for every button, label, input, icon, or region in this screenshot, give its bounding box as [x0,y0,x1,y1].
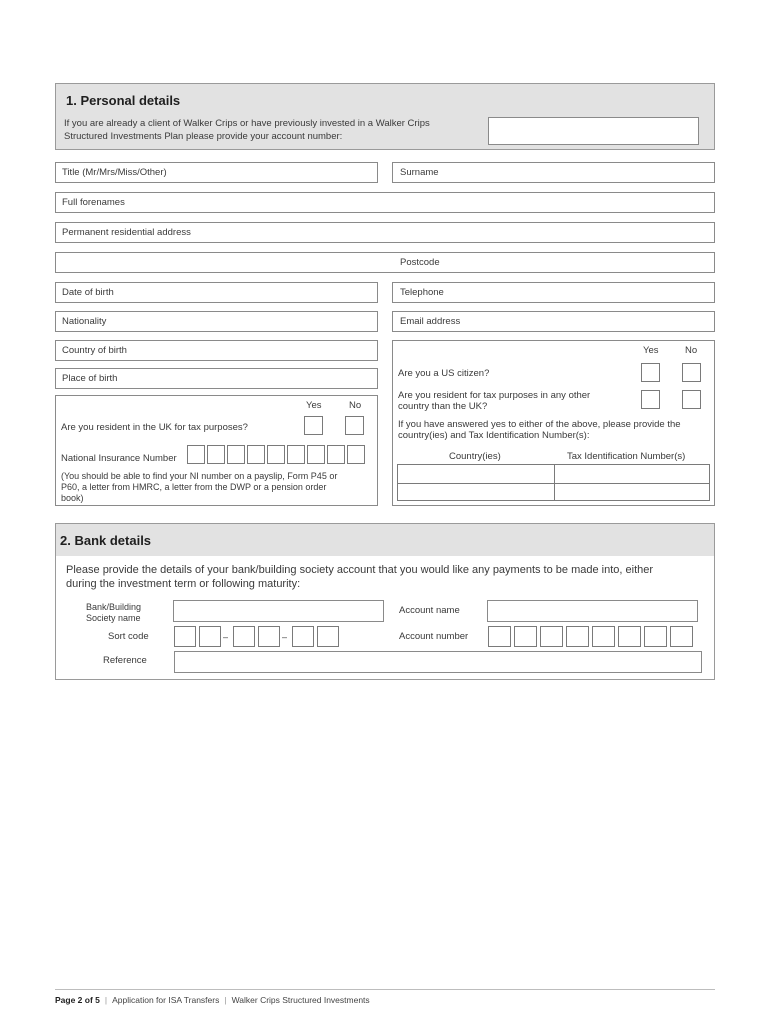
us-citizen-question: Are you a US citizen? [398,368,490,379]
ni-cell[interactable] [287,445,305,464]
ni-cell[interactable] [247,445,265,464]
bank-details-section [55,523,715,680]
country-of-birth-field[interactable] [55,340,378,361]
account-intro-line1: If you are already a client of Walker Crips or have previously invested in a Walker Crips [64,118,430,129]
address-line2-field[interactable] [55,252,715,273]
forenames-field[interactable] [55,192,715,213]
bank-name-field[interactable] [173,600,384,622]
email-field[interactable] [392,311,715,332]
personal-details-header-box [55,83,715,150]
us-citizen-yes-checkbox[interactable] [641,363,660,382]
account-number-cell[interactable] [618,626,641,647]
bank-name-label-line1: Bank/Building [86,602,142,612]
us-citizen-no-checkbox[interactable] [682,363,701,382]
if-yes-line1: If you have answered yes to either of the above, please provide the [398,419,681,430]
other-tax-no-checkbox[interactable] [682,390,701,409]
tax-yes-label: Yes [643,345,659,356]
ni-note-line3: book) [61,493,84,503]
ni-cell[interactable] [207,445,225,464]
tax-no-label: No [685,345,698,356]
footer-rule [55,989,715,990]
telephone-label: Telephone [400,287,444,298]
existing-account-number-field[interactable] [488,117,699,145]
country-cell-row1[interactable] [398,465,554,483]
account-intro-line2: Structured Investments Plan please provide your account number: [64,131,343,142]
account-number-cell[interactable] [540,626,563,647]
account-number-cell[interactable] [592,626,615,647]
tin-cell-row1[interactable] [555,465,709,483]
reference-label: Reference [103,655,147,666]
address-label: Permanent residential address [62,227,191,238]
bank-intro-line1: Please provide the details of your bank/building society account that you would like any payments to be made into, either [66,564,654,576]
ni-cell[interactable] [187,445,205,464]
forenames-label: Full forenames [62,197,125,208]
nationality-field[interactable] [55,311,378,332]
title-field[interactable] [55,162,378,183]
footer-doc-title: Application for ISA Transfers [112,995,220,1005]
surname-label: Surname [400,167,439,178]
ni-number-label: National Insurance Number [61,453,177,464]
bank-details-title: 2. Bank details [60,533,152,548]
personal-details-title: 1. Personal details [66,93,181,108]
sort-code-cell[interactable] [174,626,196,647]
sort-code-label: Sort code [108,631,149,642]
countries-column-header: Country(ies) [449,451,501,462]
ni-cell[interactable] [347,445,365,464]
footer-company: Walker Crips Structured Investments [231,995,370,1005]
telephone-field[interactable] [392,282,715,303]
sort-code-dash: – [223,632,229,642]
other-tax-question-line1: Are you resident for tax purposes in any other [398,390,591,401]
nationality-label: Nationality [62,316,107,327]
other-tax-yes-checkbox[interactable] [641,390,660,409]
sort-code-dash: – [282,632,288,642]
dob-field[interactable] [55,282,378,303]
sort-code-cell[interactable] [233,626,255,647]
reference-field[interactable] [174,651,702,673]
account-number-cell[interactable] [514,626,537,647]
place-of-birth-field[interactable] [55,368,378,389]
page-footer [55,995,370,1005]
postcode-label: Postcode [400,257,440,268]
other-tax-question-line2: country than the UK? [398,401,488,412]
country-of-birth-label: Country of birth [62,345,127,356]
dob-label: Date of birth [62,287,114,298]
account-number-label: Account number [399,631,469,642]
tax-residency-box [392,340,715,506]
if-yes-line2: country(ies) and Tax Identification Number(s): [398,430,590,441]
country-cell-row2[interactable] [398,484,554,500]
ni-note-line1: (You should be able to find your NI number on a payslip, Form P45 or [61,471,338,481]
uk-yes-label: Yes [306,400,322,411]
title-label: Title (Mr/Mrs/Miss/Other) [62,167,167,178]
uk-tax-box [55,395,378,506]
ni-cell[interactable] [267,445,285,464]
account-number-cell[interactable] [670,626,693,647]
account-number-cell[interactable] [488,626,511,647]
bank-intro-line2: during the investment term or following maturity: [66,578,301,590]
sort-code-cell[interactable] [199,626,221,647]
ni-cell[interactable] [327,445,345,464]
uk-resident-question: Are you resident in the UK for tax purposes? [61,422,248,433]
sort-code-cell[interactable] [317,626,339,647]
email-label: Email address [400,316,461,327]
sort-code-cell[interactable] [292,626,314,647]
footer-separator: | [224,995,227,1005]
footer-separator: | [104,995,108,1005]
address-field[interactable] [55,222,715,243]
uk-resident-yes-checkbox[interactable] [304,416,323,435]
account-name-field[interactable] [487,600,698,622]
sort-code-cell[interactable] [258,626,280,647]
uk-no-label: No [349,400,362,411]
surname-field[interactable] [392,162,715,183]
ni-cell[interactable] [227,445,245,464]
ni-note-line2: P60, a letter from HMRC, a letter from the DWP or a pension order [61,482,327,492]
bank-name-label-line2: Society name [86,613,141,623]
ni-cell[interactable] [307,445,325,464]
tax-table [397,464,710,501]
page-number: Page 2 of 5 [55,995,100,1005]
bank-details-header [56,524,714,556]
uk-resident-no-checkbox[interactable] [345,416,364,435]
account-number-cell[interactable] [644,626,667,647]
place-of-birth-label: Place of birth [62,373,118,384]
tin-column-header: Tax Identification Number(s) [567,451,686,462]
account-number-cell[interactable] [566,626,589,647]
account-name-label: Account name [399,605,460,616]
tin-cell-row2[interactable] [555,484,709,500]
